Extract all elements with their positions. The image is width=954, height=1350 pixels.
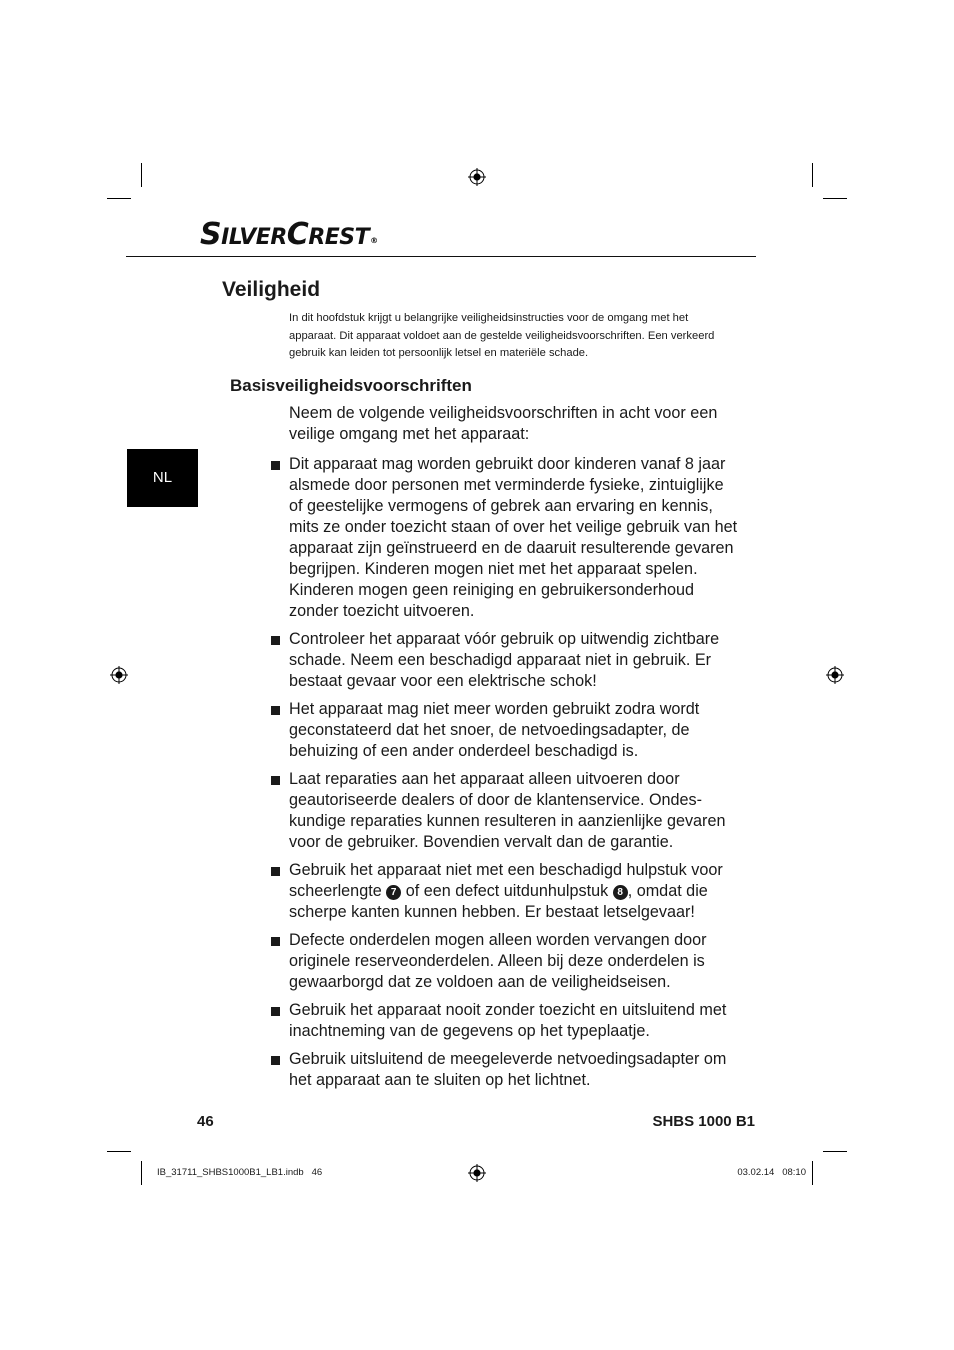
square-bullet-icon: [271, 636, 280, 645]
square-bullet-icon: [271, 706, 280, 715]
list-item: Het apparaat mag niet meer worden gebruikt zodra wordt geconstateerd dat het snoer, de netvoedingsadapter, de behuizing of een ander onderdeel beschadigd is.: [268, 699, 738, 762]
part-number-7-icon: 7: [386, 885, 401, 900]
crop-mark: [107, 1151, 131, 1152]
list-item: Laat reparaties aan het apparaat alleen uitvoeren door geautoriseerde dealers of door de klantenservice. Ondes-kundige reparaties kunnen resulteren in aanzienlijke gevaren voor de gebruiker. Bovendien vervalt dan de garantie.: [268, 769, 738, 853]
page-title: Veiligheid: [222, 278, 321, 301]
registration-mark-icon: [826, 666, 844, 684]
square-bullet-icon: [271, 776, 280, 785]
crop-mark: [812, 1161, 813, 1185]
registration-mark-icon: [468, 1164, 486, 1182]
square-bullet-icon: [271, 937, 280, 946]
page-number: 46: [197, 1113, 214, 1130]
header-rule: [126, 256, 756, 257]
crop-mark: [141, 163, 142, 187]
intro-paragraph: In dit hoofdstuk krijgt u belangrijke veiligheidsinstructies voor de omgang met het apparaat. Dit apparaat voldoet aan de gestelde veiligheidsvoorschriften. Een verkeerd gebruik kan leiden tot persoonlijk letsel en materiële schade.: [289, 312, 715, 360]
list-item: Dit apparaat mag worden gebruikt door kinderen vanaf 8 jaar alsmede door personen met verminderde fysieke, zintuiglijke of geestelijke vermogens of gebrek aan ervaring en kennis, mits ze onder toezicht staan of over het veilige gebruik van het apparaat zijn geïnstrueerd en de daaruit resulterende gevaren begrijpen. Kinderen mogen niet met het apparaat spelen. Kinderen mogen geen reiniging en gebruikersonderhoud zonder toezicht uitvoeren.: [268, 454, 738, 622]
crop-mark: [823, 198, 847, 199]
crop-mark: [141, 1161, 142, 1185]
part-number-8-icon: 8: [613, 885, 628, 900]
list-item: Defecte onderdelen mogen alleen worden vervangen door originele reserveonderdelen. Alleen bij deze onderdelen is gewaarborgd dat ze voldoen aan de veiligheidseisen.: [268, 930, 738, 993]
crop-mark: [812, 163, 813, 187]
safety-list: [268, 454, 738, 1098]
lead-paragraph: Neem de volgende veiligheidsvoorschriften in acht voor een veilige omgang met het apparaat:: [289, 404, 718, 443]
silvercrest-logo: SILVERCREST®: [200, 217, 378, 252]
square-bullet-icon: [271, 461, 280, 470]
square-bullet-icon: [271, 1007, 280, 1016]
list-item: Gebruik het apparaat niet met een beschadigd hulpstuk voor scheerlengte 7 of een defect uitdunhulpstuk 8 , omdat die scherpe kanten kunnen hebben. Er bestaat letselgevaar!: [268, 860, 738, 923]
model-number: SHBS 1000 B1: [652, 1113, 755, 1130]
crop-mark: [107, 198, 131, 199]
registration-mark-icon: [110, 666, 128, 684]
list-item: Controleer het apparaat vóór gebruik op uitwendig zichtbare schade. Neem een beschadigd apparaat niet in gebruik. Er bestaat gevaar voor een elektrische schok!: [268, 629, 738, 692]
section-subheading: Basisveiligheidsvoorschriften: [230, 376, 472, 395]
square-bullet-icon: [271, 1056, 280, 1065]
list-item: Gebruik uitsluitend de meegeleverde netvoedingsadapter om het apparaat aan te sluiten op het lichtnet.: [268, 1049, 738, 1091]
square-bullet-icon: [271, 867, 280, 876]
registration-mark-icon: [468, 168, 486, 186]
print-slug-file: IB_31711_SHBS1000B1_LB1.indb 46: [157, 1167, 323, 1178]
print-slug-date: 03.02.14 08:10: [737, 1167, 806, 1178]
language-tab: NL: [127, 449, 198, 507]
list-item: Gebruik het apparaat nooit zonder toezicht en uitsluitend met inachtneming van de gegevens op het typeplaatje.: [268, 1000, 738, 1042]
crop-mark: [823, 1151, 847, 1152]
